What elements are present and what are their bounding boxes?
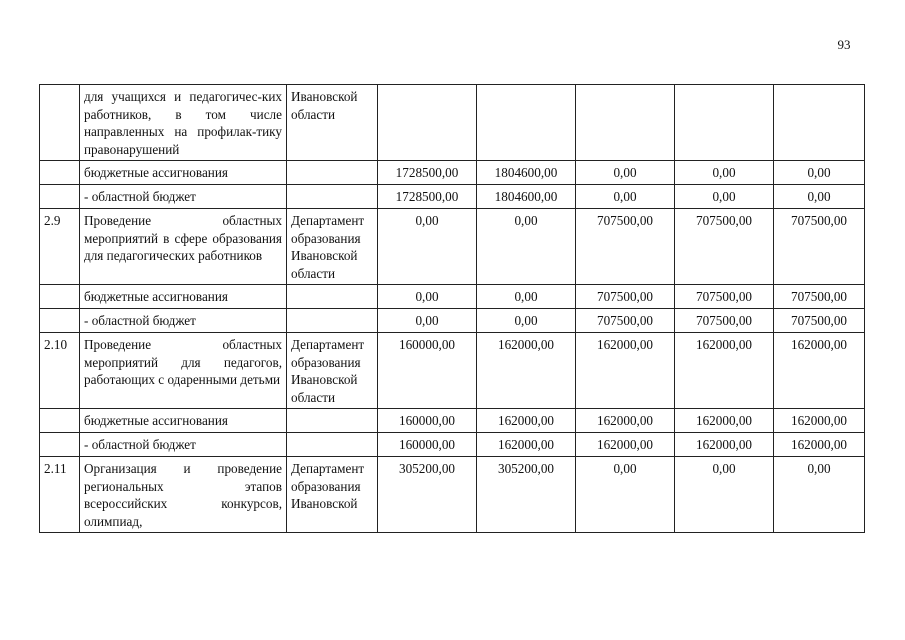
amount-cell: 707500,00 (576, 309, 675, 333)
amount-cell: 707500,00 (774, 285, 865, 309)
amount-cell: 707500,00 (675, 309, 774, 333)
item-name-cell: для учащихся и педагогичес-ких работников, в том числе направленных на профилак-тику правонарушений (80, 85, 287, 161)
amount-cell: 707500,00 (576, 285, 675, 309)
item-name-cell: бюджетные ассигнования (80, 409, 287, 433)
page-number: 93 (837, 37, 851, 52)
executor-cell (287, 161, 378, 185)
amount-cell: 162000,00 (675, 433, 774, 457)
table-row (40, 85, 865, 161)
amount-cell: 0,00 (675, 185, 774, 209)
table-body (40, 85, 865, 533)
amount-cell: 160000,00 (378, 433, 477, 457)
amount-cell: 0,00 (477, 309, 576, 333)
item-name-cell: - областной бюджет (80, 185, 287, 209)
item-number-cell (40, 409, 80, 433)
table-row (40, 185, 865, 209)
amount-cell: 162000,00 (675, 333, 774, 409)
item-name-cell: - областной бюджет (80, 309, 287, 333)
amount-cell: 0,00 (774, 185, 865, 209)
table-row (40, 209, 865, 285)
budget-table (39, 84, 865, 533)
amount-cell: 162000,00 (576, 409, 675, 433)
amount-cell: 707500,00 (774, 309, 865, 333)
amount-cell: 0,00 (774, 161, 865, 185)
amount-cell: 0,00 (774, 457, 865, 533)
executor-cell: Ивановской области (287, 85, 378, 161)
item-name-cell: Организация и проведение региональных этапов всероссийских конкурсов, олимпиад, (80, 457, 287, 533)
amount-cell: 162000,00 (477, 409, 576, 433)
executor-cell: Департамент образования Ивановской (287, 457, 378, 533)
item-number-cell (40, 161, 80, 185)
amount-cell: 160000,00 (378, 409, 477, 433)
amount-cell: 1728500,00 (378, 161, 477, 185)
item-name-cell: Проведение областных мероприятий в сфере образования для педагогических работников (80, 209, 287, 285)
amount-cell (774, 85, 865, 161)
item-name-cell: - областной бюджет (80, 433, 287, 457)
amount-cell: 0,00 (576, 457, 675, 533)
item-number-cell (40, 85, 80, 161)
executor-cell: Департамент образования Ивановской области (287, 333, 378, 409)
amount-cell: 0,00 (378, 285, 477, 309)
amount-cell: 707500,00 (675, 209, 774, 285)
amount-cell: 707500,00 (576, 209, 675, 285)
amount-cell: 162000,00 (576, 433, 675, 457)
executor-cell: Департамент образования Ивановской области (287, 209, 378, 285)
amount-cell: 1728500,00 (378, 185, 477, 209)
amount-cell: 162000,00 (576, 333, 675, 409)
item-number-cell: 2.11 (40, 457, 80, 533)
amount-cell: 707500,00 (675, 285, 774, 309)
amount-cell (675, 85, 774, 161)
item-number-cell: 2.9 (40, 209, 80, 285)
amount-cell: 0,00 (378, 209, 477, 285)
amount-cell: 162000,00 (477, 433, 576, 457)
executor-cell (287, 309, 378, 333)
amount-cell: 160000,00 (378, 333, 477, 409)
amount-cell: 162000,00 (477, 333, 576, 409)
table-row (40, 333, 865, 409)
amount-cell: 0,00 (477, 285, 576, 309)
amount-cell: 162000,00 (774, 433, 865, 457)
item-name-cell: бюджетные ассигнования (80, 161, 287, 185)
amount-cell: 0,00 (477, 209, 576, 285)
table-row (40, 409, 865, 433)
table-row (40, 433, 865, 457)
amount-cell: 1804600,00 (477, 161, 576, 185)
item-number-cell (40, 285, 80, 309)
executor-cell (287, 433, 378, 457)
table-row (40, 457, 865, 533)
amount-cell: 0,00 (675, 161, 774, 185)
amount-cell: 0,00 (378, 309, 477, 333)
amount-cell: 0,00 (675, 457, 774, 533)
table-row (40, 285, 865, 309)
item-number-cell (40, 309, 80, 333)
amount-cell (378, 85, 477, 161)
table-row (40, 161, 865, 185)
executor-cell (287, 185, 378, 209)
item-number-cell: 2.10 (40, 333, 80, 409)
amount-cell (576, 85, 675, 161)
executor-cell (287, 409, 378, 433)
amount-cell: 162000,00 (774, 333, 865, 409)
amount-cell: 1804600,00 (477, 185, 576, 209)
amount-cell: 0,00 (576, 161, 675, 185)
amount-cell: 707500,00 (774, 209, 865, 285)
item-name-cell: Проведение областных мероприятий для педагогов, работающих с одаренными детьми (80, 333, 287, 409)
item-number-cell (40, 185, 80, 209)
item-number-cell (40, 433, 80, 457)
table-row (40, 309, 865, 333)
amount-cell: 0,00 (576, 185, 675, 209)
amount-cell (477, 85, 576, 161)
amount-cell: 305200,00 (378, 457, 477, 533)
item-name-cell: бюджетные ассигнования (80, 285, 287, 309)
amount-cell: 305200,00 (477, 457, 576, 533)
amount-cell: 162000,00 (774, 409, 865, 433)
executor-cell (287, 285, 378, 309)
amount-cell: 162000,00 (675, 409, 774, 433)
